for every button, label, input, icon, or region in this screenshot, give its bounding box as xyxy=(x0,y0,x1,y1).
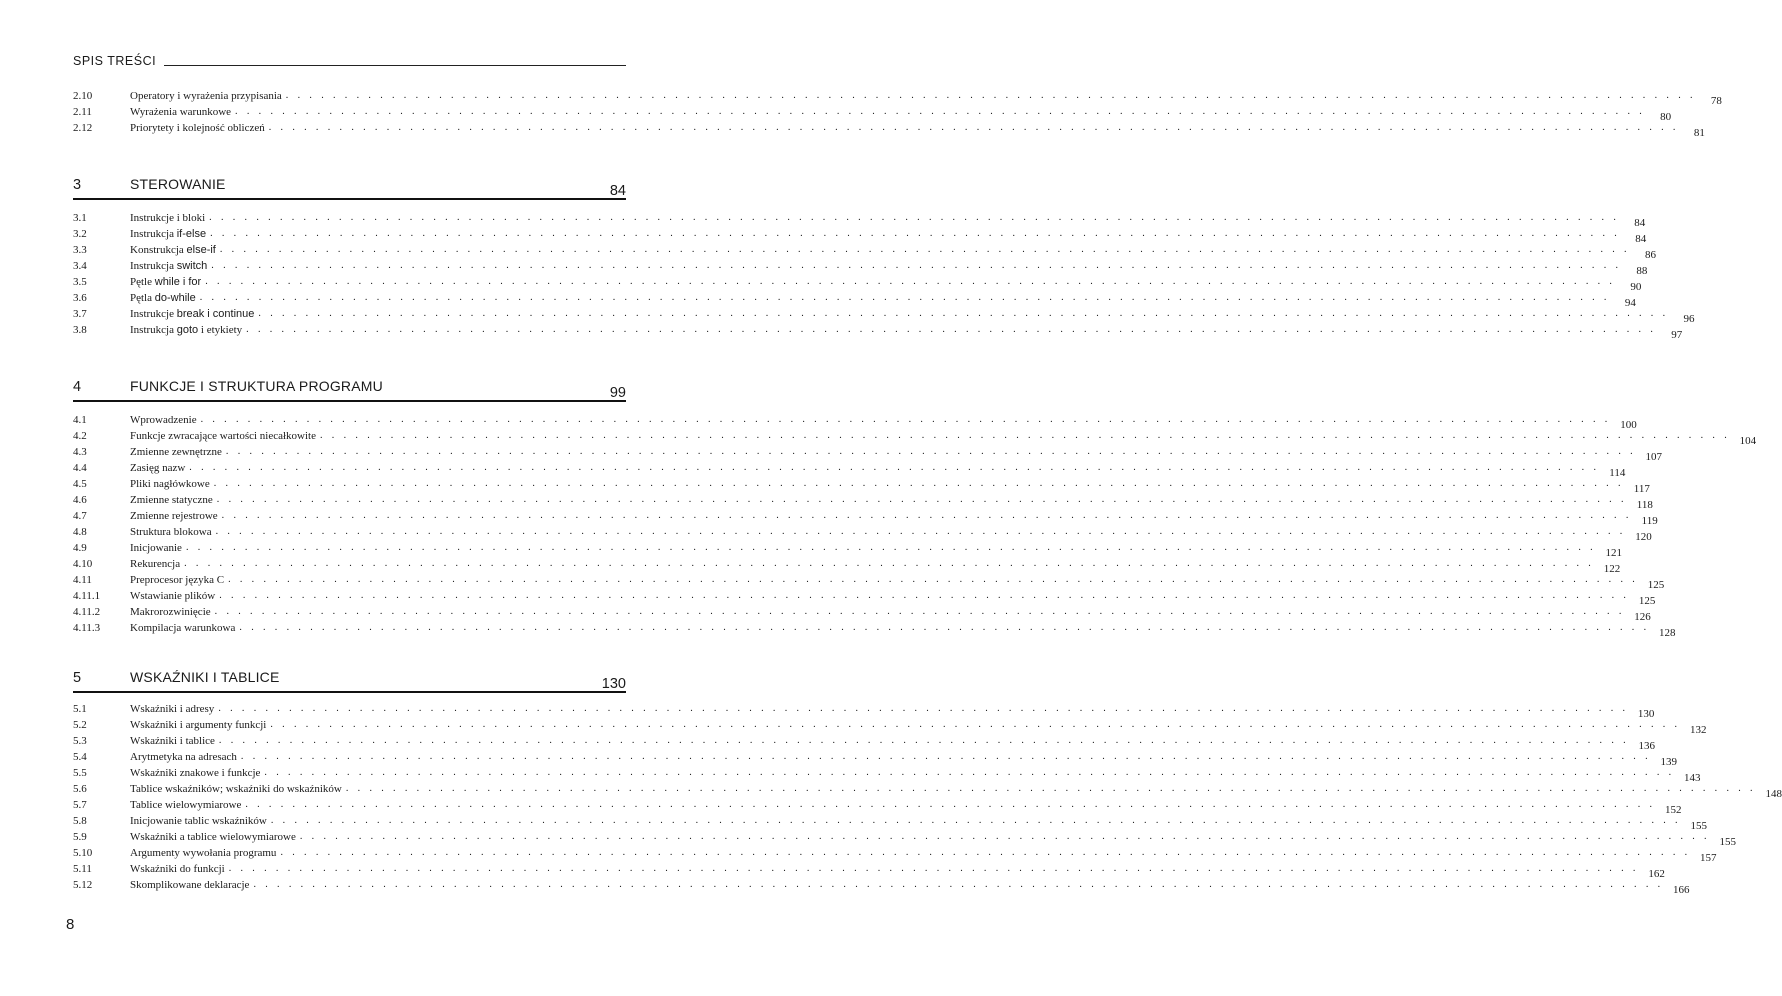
entry-title-line xyxy=(130,292,1636,309)
chapter-number: 3 xyxy=(73,177,82,193)
entry-label xyxy=(130,292,200,304)
toc-entry xyxy=(73,210,1646,229)
entry-title-text: Pętle xyxy=(130,276,155,288)
entry-number: 2.10 xyxy=(73,90,93,102)
entry-number: 5.2 xyxy=(73,719,87,731)
chapter-4-entries xyxy=(73,412,1757,639)
entry-label xyxy=(130,446,226,458)
leader-dots: . . . . . . . . . . . . . . . . . . . . . . . . . . . . . . . . . . . . . . . . . . . . . . . . . . . . . . . . . . . . . . . . . . . . . . . . . . . . . . . . . . . . . . . . . . . . . . . . . . . . . . . . . . . . . . . . . . . . . . . . xyxy=(185,542,1597,553)
entry-title-text: Pętla xyxy=(130,292,155,304)
leader-dots: . . . . . . . . . . . . . . . . . . . . . . . . . . . . . . . . . . . . . . . . . . . . . . . . . . . . . . . . . . . . . . . . . . . . . . . . . . . . . . . . . . . . . . . . . . . . . . . . . . . . . . . . . . . . . . . . . . . . . . . . xyxy=(184,558,1595,569)
entry-code-text: while i for xyxy=(154,276,202,288)
leader-dots: . . . . . . . . . . . . . . . . . . . . . . . . . . . . . . . . . . . . . . . . . . . . . . . . . . . . . . . . . . . . . . . . . . . . . . . . . . . . . . . . . . . . . . . . . . . . . . . . . . . . . . . . . . . . . . . . . . . . . . . . xyxy=(264,767,1675,778)
toc-entry xyxy=(73,540,1623,559)
entry-title-line xyxy=(130,430,1757,447)
entry-title-text: Tablice wielowymiarowe xyxy=(130,799,242,811)
entry-title-text: Funkcje zwracające wartości niecałkowite xyxy=(130,430,316,442)
entry-number: 3.8 xyxy=(73,324,87,336)
toc-entry xyxy=(73,412,1637,431)
entry-title-text: Argumenty wywołania programu xyxy=(130,847,277,859)
toc-entry xyxy=(73,845,1717,864)
chapter-heading-3 xyxy=(73,172,626,200)
entry-title-text: Inicjowanie xyxy=(130,542,182,554)
entry-title-line xyxy=(130,90,1722,107)
entry-title-line xyxy=(130,542,1623,559)
leader-dots: . . . . . . . . . . . . . . . . . . . . . . . . . . . . . . . . . . . . . . . . . . . . . . . . . . . . . . . . . . . . . . . . . . . . . . . . . . . . . . . . . . . . . . . . . . . . . . . . . . . . . . . . . . . . . . . . . . . . . . . . xyxy=(213,478,1624,489)
toc-entry xyxy=(73,258,1648,277)
chapter-number: 4 xyxy=(73,379,82,395)
leader-dots: . . . . . . . . . . . . . . . . . . . . . . . . . . . . . . . . . . . . . . . . . . . . . . . . . . . . . . . . . . . . . . . . . . . . . . . . . . . . . . . . . . . . . . . . . . . . . . . . . . . . . . . . . . . . . . . . . . . . . . . . xyxy=(218,703,1629,714)
entry-title-text: Kompilacja warunkowa xyxy=(130,622,236,634)
entry-title-text: Wskaźniki znakowe i funkcje xyxy=(130,767,261,779)
toc-entry xyxy=(73,813,1707,832)
header-rule xyxy=(164,65,626,66)
leader-dots: . . . . . . . . . . . . . . . . . . . . . . . . . . . . . . . . . . . . . . . . . . . . . . . . . . . . . . . . . . . . . . . . . . . . . . . . . . . . . . . . . . . . . . . . . . . . . . . . . . . . . . . . . . . . . . . . . . . . . . . . xyxy=(221,510,1632,521)
entry-page: 78 xyxy=(1710,95,1722,107)
entry-title-line xyxy=(130,414,1637,431)
entry-number: 3.2 xyxy=(73,228,87,240)
entry-title-text: Wskaźniki i adresy xyxy=(130,703,215,715)
entry-label xyxy=(130,212,209,224)
chapter-title: FUNKCJE I STRUKTURA PROGRAMU xyxy=(130,378,383,394)
page-number: 8 xyxy=(66,916,75,933)
leader-dots: . . . . . . . . . . . . . . . . . . . . . . . . . . . . . . . . . . . . . . . . . . . . . . . . . . . . . . . . . . . . . . . . . . . . . . . . . . . . . . . . . . . . . . . . . . . . . . . . . . . . . . . . . . . . . . . . . . . . . . . . xyxy=(245,799,1656,810)
leader-dots: . . . . . . . . . . . . . . . . . . . . . . . . . . . . . . . . . . . . . . . . . . . . . . . . . . . . . . . . . . . . . . . . . . . . . . . . . . . . . . . . . . . . . . . . . . . . . . . . . . . . . . . . . . . . . . . . . . . . . . . . xyxy=(240,751,1652,762)
entry-page: 96 xyxy=(1683,313,1695,325)
entry-number: 2.11 xyxy=(73,106,92,118)
entry-label xyxy=(130,510,222,522)
leader-dots: . . . . . . . . . . . . . . . . . . . . . . . . . . . . . . . . . . . . . . . . . . . . . . . . . . . . . . . . . . . . . . . . . . . . . . . . . . . . . . . . . . . . . . . . . . . . . . . . . . . . . . . . . . . . . . . . . . . . . . . . xyxy=(258,308,1669,319)
toc-entry xyxy=(73,797,1682,816)
leader-dots: . . . . . . . . . . . . . . . . . . . . . . . . . . . . . . . . . . . . . . . . . . . . . . . . . . . . . . . . . . . . . . . . . . . . . . . . . . . . . . . . . . . . . . . . . . . . . . . . . . . . . . . . . . . . . . . . . . . . . . . . xyxy=(225,446,1637,457)
entry-page: 157 xyxy=(1700,852,1717,864)
leader-dots: . . . . . . . . . . . . . . . . . . . . . . . . . . . . . . . . . . . . . . . . . . . . . . . . . . . . . . . . . . . . . . . . . . . . . . . . . . . . . . . . . . . . . . . . . . . . . . . . . . . . . . . . . . . . . . . . . . . . . . . . xyxy=(216,494,1627,505)
entry-label xyxy=(130,574,228,586)
entry-title-line xyxy=(130,212,1646,229)
entry-title-text: Inicjowanie tablic wskaźników xyxy=(130,815,267,827)
entry-label xyxy=(130,735,219,747)
entry-number: 5.1 xyxy=(73,703,87,715)
toc-entry xyxy=(73,274,1642,293)
toc-entry xyxy=(73,588,1656,607)
entry-number: 4.7 xyxy=(73,510,87,522)
entry-title-line xyxy=(130,446,1663,463)
leader-dots: . . . . . . . . . . . . . . . . . . . . . . . . . . . . . . . . . . . . . . . . . . . . . . . . . . . . . . . . . . . . . . . . . . . . . . . . . . . . . . . . . . . . . . . . . . . . . . . . . . . . . . . . . . . . . . . . . . . . . . . . xyxy=(239,622,1650,633)
leader-dots: . . . . . . . . . . . . . . . . . . . . . . . . . . . . . . . . . . . . . . . . . . . . . . . . . . . . . . . . . . . . . . . . . . . . . . . . . . . . . . . . . . . . . . . . . . . . . . . . . . . . . . . . . . . . . . . . . . . . . . . . xyxy=(189,462,1600,473)
toc-entry xyxy=(73,104,1672,123)
entry-title-text: Instrukcja xyxy=(130,260,177,272)
entry-label xyxy=(130,478,214,490)
entry-title-text: Priorytety i kolejność obliczeń xyxy=(130,122,265,134)
entry-page: 107 xyxy=(1645,451,1663,463)
entry-label xyxy=(130,324,246,336)
entry-page: 90 xyxy=(1630,281,1642,293)
leader-dots: . . . . . . . . . . . . . . . . . . . . . . . . . . . . . . . . . . . . . . . . . . . . . . . . . . . . . . . . . . . . . . . . . . . . . . . . . . . . . . . . . . . . . . . . . . . . . . . . . . . . . . . . . . . . . . . . . . . . . . . . xyxy=(211,260,1622,271)
entry-title-text: Skomplikowane deklaracje xyxy=(130,879,250,891)
entry-title-text: Wprowadzenie xyxy=(130,414,197,426)
entry-page: 80 xyxy=(1660,111,1672,123)
toc-entry xyxy=(73,877,1690,896)
entry-title-text: Wskaźniki a tablice wielowymiarowe xyxy=(130,831,296,843)
entry-title-line xyxy=(130,558,1621,575)
toc-entry xyxy=(73,717,1707,736)
entry-title-text: Preprocesor języka C xyxy=(130,574,225,586)
chapter-page: 130 xyxy=(601,676,626,692)
entry-number: 5.8 xyxy=(73,815,87,827)
entry-page: 128 xyxy=(1659,627,1676,639)
leader-dots: . . . . . . . . . . . . . . . . . . . . . . . . . . . . . . . . . . . . . . . . . . . . . . . . . . . . . . . . . . . . . . . . . . . . . . . . . . . . . . . . . . . . . . . . . . . . . . . . . . . . . . . . . . . . . . . . . . . . . . . . xyxy=(299,831,1710,842)
toc-entry xyxy=(73,88,1722,107)
entry-code-text: if-else xyxy=(176,228,207,240)
entry-title-line xyxy=(130,703,1655,720)
leader-dots: . . . . . . . . . . . . . . . . . . . . . . . . . . . . . . . . . . . . . . . . . . . . . . . . . . . . . . . . . . . . . . . . . . . . . . . . . . . . . . . . . . . . . . . . . . . . . . . . . . . . . . . . . . . . . . . . . . . . . . . . xyxy=(320,430,1731,441)
entry-title-text: Tablice wskaźników; wskaźniki do wskaźników xyxy=(130,783,342,795)
entry-code-text: else-if xyxy=(186,244,216,256)
entry-label xyxy=(130,430,320,442)
toc-entry xyxy=(73,765,1701,784)
entry-page: 86 xyxy=(1644,249,1656,261)
entry-label xyxy=(130,767,264,779)
leader-dots: . . . . . . . . . . . . . . . . . . . . . . . . . . . . . . . . . . . . . . . . . . . . . . . . . . . . . . . . . . . . . . . . . . . . . . . . . . . . . . . . . . . . . . . . . . . . . . . . . . . . . . . . . . . . . . . . . . . . . . . . xyxy=(219,244,1630,255)
entry-page: 97 xyxy=(1671,329,1683,341)
entry-title-line xyxy=(130,847,1717,864)
entry-number: 5.6 xyxy=(73,783,87,795)
entry-label xyxy=(130,494,217,506)
entry-title-line xyxy=(130,324,1683,341)
toc-entry xyxy=(73,829,1736,848)
entry-label xyxy=(130,622,239,634)
entry-number: 4.11.2 xyxy=(73,606,101,618)
entry-label xyxy=(130,719,270,731)
entry-number: 3.3 xyxy=(73,244,87,256)
entry-label xyxy=(130,308,258,320)
entry-title-line xyxy=(130,590,1656,607)
entry-label xyxy=(130,815,271,827)
entry-page: 119 xyxy=(1641,515,1658,527)
leader-dots: . . . . . . . . . . . . . . . . . . . . . . . . . . . . . . . . . . . . . . . . . . . . . . . . . . . . . . . . . . . . . . . . . . . . . . . . . . . . . . . . . . . . . . . . . . . . . . . . . . . . . . . . . . . . . . . . . . . . . . . . xyxy=(345,783,1756,794)
entry-label xyxy=(130,228,210,240)
entry-number: 2.12 xyxy=(73,122,93,134)
entry-title-text: Zmienne rejestrowe xyxy=(130,510,218,522)
entry-title-line xyxy=(130,494,1653,511)
entry-label xyxy=(130,106,235,118)
leader-dots: . . . . . . . . . . . . . . . . . . . . . . . . . . . . . . . . . . . . . . . . . . . . . . . . . . . . . . . . . . . . . . . . . . . . . . . . . . . . . . . . . . . . . . . . . . . . . . . . . . . . . . . . . . . . . . . . . . . . . . . . xyxy=(218,735,1630,746)
entry-code-text: break i continue xyxy=(176,308,255,320)
chapter-title: WSKAŹNIKI I TABLICE xyxy=(130,669,280,685)
entry-title-line xyxy=(130,606,1651,623)
entry-page: 136 xyxy=(1638,740,1656,752)
entry-title-text: Makrorozwinięcie xyxy=(130,606,211,618)
chapter-page: 99 xyxy=(609,385,626,401)
entry-page: 162 xyxy=(1648,868,1665,880)
chapter-heading-4 xyxy=(73,374,626,402)
entry-label xyxy=(130,879,253,891)
entry-code-text: do-while xyxy=(154,292,196,304)
leader-dots: . . . . . . . . . . . . . . . . . . . . . . . . . . . . . . . . . . . . . . . . . . . . . . . . . . . . . . . . . . . . . . . . . . . . . . . . . . . . . . . . . . . . . . . . . . . . . . . . . . . . . . . . . . . . . . . . . . . . . . . . xyxy=(246,324,1657,335)
entry-page: 152 xyxy=(1664,804,1682,816)
entry-page: 125 xyxy=(1647,579,1665,591)
entry-page: 148 xyxy=(1765,788,1782,800)
entry-label xyxy=(130,90,286,102)
toc-entry xyxy=(73,620,1676,639)
entry-page: 132 xyxy=(1689,724,1707,736)
entry-code-text: switch xyxy=(176,260,208,272)
toc-entry xyxy=(73,749,1678,768)
entry-title-line xyxy=(130,526,1652,543)
entry-page: 166 xyxy=(1673,884,1690,896)
entry-page: 125 xyxy=(1638,595,1656,607)
entry-title-text: Instrukcja xyxy=(130,324,177,336)
entry-page: 84 xyxy=(1634,217,1646,229)
entry-title-text: Operatory i wyrażenia przypisania xyxy=(130,90,282,102)
entry-page: 120 xyxy=(1635,531,1652,543)
entry-title-line xyxy=(130,510,1658,527)
entry-title-line xyxy=(130,863,1665,880)
entry-label xyxy=(130,276,205,288)
entry-label xyxy=(130,122,269,134)
entry-number: 3.4 xyxy=(73,260,87,272)
toc-entry xyxy=(73,492,1653,511)
toc-entry xyxy=(73,428,1757,447)
entry-label xyxy=(130,244,220,256)
entry-label xyxy=(130,462,189,474)
entry-title-line xyxy=(130,799,1682,816)
entry-title-text: Wskaźniki i tablice xyxy=(130,735,215,747)
toc-entry xyxy=(73,556,1621,575)
toc-entry xyxy=(73,781,1782,800)
entry-title-line xyxy=(130,308,1695,325)
entry-page: 155 xyxy=(1690,820,1707,832)
entry-title-text: Instrukcja xyxy=(130,228,177,240)
entry-number: 5.3 xyxy=(73,735,87,747)
entry-title-text: Rekurencja xyxy=(130,558,181,570)
entry-title-text: Wyrażenia warunkowe xyxy=(130,106,232,118)
entry-page: 114 xyxy=(1609,467,1626,479)
entry-title-line xyxy=(130,478,1650,495)
leader-dots: . . . . . . . . . . . . . . . . . . . . . . . . . . . . . . . . . . . . . . . . . . . . . . . . . . . . . . . . . . . . . . . . . . . . . . . . . . . . . . . . . . . . . . . . . . . . . . . . . . . . . . . . . . . . . . . . . . . . . . . . xyxy=(235,106,1646,117)
entry-number: 4.6 xyxy=(73,494,87,506)
entry-label xyxy=(130,783,346,795)
entry-title-tail: i etykiety xyxy=(198,324,243,336)
entry-number: 5.11 xyxy=(73,863,92,875)
chapter-3-entries xyxy=(73,210,1695,341)
entry-page: 94 xyxy=(1624,297,1636,309)
entry-title-text: Pliki nagłówkowe xyxy=(130,478,210,490)
leader-dots: . . . . . . . . . . . . . . . . . . . . . . . . . . . . . . . . . . . . . . . . . . . . . . . . . . . . . . . . . . . . . . . . . . . . . . . . . . . . . . . . . . . . . . . . . . . . . . . . . . . . . . . . . . . . . . . . . . . . . . . . xyxy=(205,276,1616,287)
chapter-heading-5 xyxy=(73,665,626,693)
toc-entry xyxy=(73,508,1658,527)
leader-dots: . . . . . . . . . . . . . . . . . . . . . . . . . . . . . . . . . . . . . . . . . . . . . . . . . . . . . . . . . . . . . . . . . . . . . . . . . . . . . . . . . . . . . . . . . . . . . . . . . . . . . . . . . . . . . . . . . . . . . . . . xyxy=(228,574,1639,585)
leader-dots: . . . . . . . . . . . . . . . . . . . . . . . . . . . . . . . . . . . . . . . . . . . . . . . . . . . . . . . . . . . . . . . . . . . . . . . . . . . . . . . . . . . . . . . . . . . . . . . . . . . . . . . . . . . . . . . . . . . . . . . . xyxy=(199,292,1610,303)
entry-page: 126 xyxy=(1634,611,1651,623)
leader-dots: . . . . . . . . . . . . . . . . . . . . . . . . . . . . . . . . . . . . . . . . . . . . . . . . . . . . . . . . . . . . . . . . . . . . . . . . . . . . . . . . . . . . . . . . . . . . . . . . . . . . . . . . . . . . . . . . . . . . . . . . xyxy=(200,414,1611,425)
entry-title-line xyxy=(130,462,1626,479)
intro-entries xyxy=(73,88,1722,139)
entry-number: 4.1 xyxy=(73,414,87,426)
entry-page: 130 xyxy=(1637,708,1655,720)
entry-number: 5.5 xyxy=(73,767,87,779)
entry-page: 139 xyxy=(1660,756,1678,768)
chapter-5-entries xyxy=(73,701,1782,896)
entry-page: 122 xyxy=(1603,563,1621,575)
entry-title-text: Struktura blokowa xyxy=(130,526,212,538)
leader-dots: . . . . . . . . . . . . . . . . . . . . . . . . . . . . . . . . . . . . . . . . . . . . . . . . . . . . . . . . . . . . . . . . . . . . . . . . . . . . . . . . . . . . . . . . . . . . . . . . . . . . . . . . . . . . . . . . . . . . . . . . xyxy=(209,212,1620,223)
entry-number: 3.6 xyxy=(73,292,87,304)
toc-entry xyxy=(73,524,1652,543)
toc-entry xyxy=(73,290,1636,309)
entry-title-line xyxy=(130,228,1647,245)
leader-dots: . . . . . . . . . . . . . . . . . . . . . . . . . . . . . . . . . . . . . . . . . . . . . . . . . . . . . . . . . . . . . . . . . . . . . . . . . . . . . . . . . . . . . . . . . . . . . . . . . . . . . . . . . . . . . . . . . . . . . . . . xyxy=(210,228,1621,239)
entry-title-text: Instrukcje xyxy=(130,308,177,320)
entry-title-text: Wskaźniki i argumenty funkcji xyxy=(130,719,267,731)
entry-title-line xyxy=(130,260,1648,277)
leader-dots: . . . . . . . . . . . . . . . . . . . . . . . . . . . . . . . . . . . . . . . . . . . . . . . . . . . . . . . . . . . . . . . . . . . . . . . . . . . . . . . . . . . . . . . . . . . . . . . . . . . . . . . . . . . . . . . . . . . . . . . . xyxy=(253,879,1664,890)
entry-code-text: goto xyxy=(176,324,199,336)
entry-title-line xyxy=(130,735,1656,752)
entry-label xyxy=(130,703,218,715)
entry-number: 5.9 xyxy=(73,831,87,843)
running-header xyxy=(73,52,626,68)
leader-dots: . . . . . . . . . . . . . . . . . . . . . . . . . . . . . . . . . . . . . . . . . . . . . . . . . . . . . . . . . . . . . . . . . . . . . . . . . . . . . . . . . . . . . . . . . . . . . . . . . . . . . . . . . . . . . . . . . . . . . . . . xyxy=(219,590,1630,601)
entry-title-text: Zmienne statyczne xyxy=(130,494,213,506)
entry-title-line xyxy=(130,767,1701,784)
entry-number: 5.10 xyxy=(73,847,93,859)
leader-dots: . . . . . . . . . . . . . . . . . . . . . . . . . . . . . . . . . . . . . . . . . . . . . . . . . . . . . . . . . . . . . . . . . . . . . . . . . . . . . . . . . . . . . . . . . . . . . . . . . . . . . . . . . . . . . . . . . . . . . . . . xyxy=(280,847,1691,858)
entry-title-text: Zmienne zewnętrzne xyxy=(130,446,222,458)
entry-title-line xyxy=(130,879,1690,896)
leader-dots: . . . . . . . . . . . . . . . . . . . . . . . . . . . . . . . . . . . . . . . . . . . . . . . . . . . . . . . . . . . . . . . . . . . . . . . . . . . . . . . . . . . . . . . . . . . . . . . . . . . . . . . . . . . . . . . . . . . . . . . . xyxy=(214,606,1625,617)
leader-dots: . . . . . . . . . . . . . . . . . . . . . . . . . . . . . . . . . . . . . . . . . . . . . . . . . . . . . . . . . . . . . . . . . . . . . . . . . . . . . . . . . . . . . . . . . . . . . . . . . . . . . . . . . . . . . . . . . . . . . . . . xyxy=(215,526,1626,537)
entry-number: 4.11.1 xyxy=(73,590,101,602)
entry-label xyxy=(130,847,280,859)
entry-title-line xyxy=(130,719,1707,736)
entry-page: 84 xyxy=(1635,233,1647,245)
entry-title-line xyxy=(130,783,1782,800)
leader-dots: . . . . . . . . . . . . . . . . . . . . . . . . . . . . . . . . . . . . . . . . . . . . . . . . . . . . . . . . . . . . . . . . . . . . . . . . . . . . . . . . . . . . . . . . . . . . . . . . . . . . . . . . . . . . . . . . . . . . . . . . xyxy=(270,719,1681,730)
header-title: SPIS TREŚCI xyxy=(73,54,157,68)
chapter-title: STEROWANIE xyxy=(130,176,226,192)
entry-page: 118 xyxy=(1636,499,1653,511)
entry-title-line xyxy=(130,751,1678,768)
entry-title-text: Wskaźniki do funkcji xyxy=(130,863,225,875)
entry-title-line xyxy=(130,244,1656,261)
entry-page: 104 xyxy=(1739,435,1757,447)
entry-number: 4.10 xyxy=(73,558,93,570)
entry-number: 4.9 xyxy=(73,542,87,554)
entry-number: 4.2 xyxy=(73,430,87,442)
entry-page: 100 xyxy=(1620,419,1637,431)
toc-entry xyxy=(73,306,1695,325)
toc-entry xyxy=(73,460,1626,479)
entry-number: 4.11 xyxy=(73,574,92,586)
entry-label xyxy=(130,863,229,875)
entry-page: 117 xyxy=(1633,483,1650,495)
entry-page: 81 xyxy=(1693,127,1705,139)
entry-number: 3.5 xyxy=(73,276,87,288)
entry-title-text: Arytmetyka na adresach xyxy=(130,751,237,763)
entry-title-text: Konstrukcja xyxy=(130,244,187,256)
entry-label xyxy=(130,260,211,272)
entry-number: 3.7 xyxy=(73,308,87,320)
entry-title-line xyxy=(130,122,1705,139)
entry-number: 5.12 xyxy=(73,879,93,891)
leader-dots: . . . . . . . . . . . . . . . . . . . . . . . . . . . . . . . . . . . . . . . . . . . . . . . . . . . . . . . . . . . . . . . . . . . . . . . . . . . . . . . . . . . . . . . . . . . . . . . . . . . . . . . . . . . . . . . . . . . . . . . . xyxy=(285,90,1696,101)
entry-title-line xyxy=(130,815,1707,832)
entry-number: 3.1 xyxy=(73,212,87,224)
toc-entry xyxy=(73,604,1651,623)
entry-page: 143 xyxy=(1684,772,1701,784)
entry-label xyxy=(130,799,245,811)
entry-number: 4.3 xyxy=(73,446,87,458)
entry-title-line xyxy=(130,574,1665,591)
toc-entry xyxy=(73,226,1647,245)
entry-label xyxy=(130,542,186,554)
leader-dots: . . . . . . . . . . . . . . . . . . . . . . . . . . . . . . . . . . . . . . . . . . . . . . . . . . . . . . . . . . . . . . . . . . . . . . . . . . . . . . . . . . . . . . . . . . . . . . . . . . . . . . . . . . . . . . . . . . . . . . . . xyxy=(268,122,1679,133)
toc-entry xyxy=(73,120,1705,139)
entry-label xyxy=(130,831,300,843)
entry-page: 155 xyxy=(1719,836,1736,848)
entry-number: 4.11.3 xyxy=(73,622,101,634)
chapter-number: 5 xyxy=(73,670,82,686)
toc-entry xyxy=(73,476,1650,495)
entry-label xyxy=(130,590,219,602)
toc-entry xyxy=(73,444,1663,463)
entry-title-text: Wstawianie plików xyxy=(130,590,216,602)
entry-label xyxy=(130,414,201,426)
entry-number: 4.5 xyxy=(73,478,87,490)
entry-title-line xyxy=(130,622,1676,639)
entry-label xyxy=(130,558,184,570)
toc-entry xyxy=(73,733,1656,752)
entry-page: 121 xyxy=(1605,547,1623,559)
leader-dots: . . . . . . . . . . . . . . . . . . . . . . . . . . . . . . . . . . . . . . . . . . . . . . . . . . . . . . . . . . . . . . . . . . . . . . . . . . . . . . . . . . . . . . . . . . . . . . . . . . . . . . . . . . . . . . . . . . . . . . . . xyxy=(270,815,1681,826)
entry-label xyxy=(130,526,216,538)
leader-dots: . . . . . . . . . . . . . . . . . . . . . . . . . . . . . . . . . . . . . . . . . . . . . . . . . . . . . . . . . . . . . . . . . . . . . . . . . . . . . . . . . . . . . . . . . . . . . . . . . . . . . . . . . . . . . . . . . . . . . . . . xyxy=(228,863,1639,874)
entry-title-line xyxy=(130,831,1736,848)
entry-number: 4.8 xyxy=(73,526,87,538)
entry-label xyxy=(130,751,241,763)
toc-entry xyxy=(73,701,1655,720)
entry-number: 4.4 xyxy=(73,462,87,474)
toc-entry xyxy=(73,861,1665,880)
entry-page: 88 xyxy=(1636,265,1648,277)
entry-title-line xyxy=(130,276,1642,293)
chapter-page: 84 xyxy=(609,183,626,199)
entry-number: 5.4 xyxy=(73,751,87,763)
entry-number: 5.7 xyxy=(73,799,87,811)
toc-entry xyxy=(73,242,1656,261)
entry-title-line xyxy=(130,106,1672,123)
entry-title-text: Zasięg nazw xyxy=(130,462,186,474)
toc-entry xyxy=(73,322,1683,341)
entry-label xyxy=(130,606,215,618)
toc-entry xyxy=(73,572,1665,591)
entry-title-text: Instrukcje i bloki xyxy=(130,212,206,224)
